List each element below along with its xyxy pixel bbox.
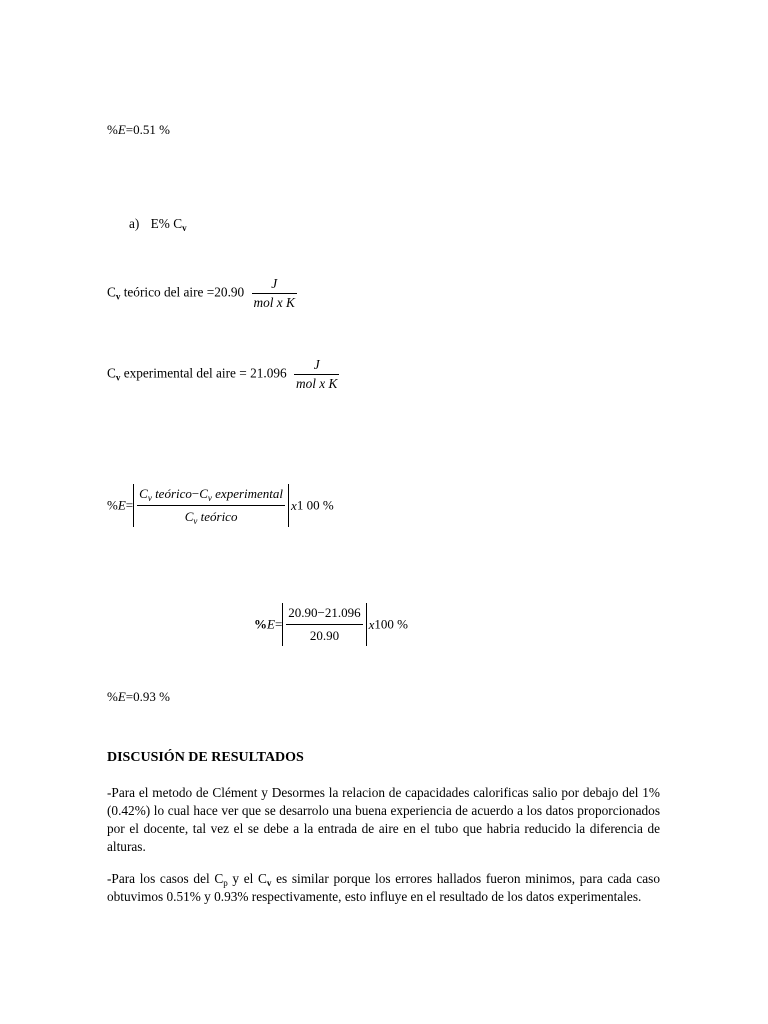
multiply-x: x bbox=[368, 616, 375, 632]
percent-sign: % bbox=[107, 122, 118, 137]
cv-symbol: C bbox=[184, 509, 194, 524]
paragraph-2-text-b: y el C bbox=[227, 871, 267, 886]
substitution-factor: 100 % bbox=[374, 616, 409, 632]
result-cp-value: 0.51 % bbox=[133, 122, 170, 137]
substitution-denominator: 20.90 bbox=[309, 628, 340, 643]
formula-denominator bbox=[137, 506, 285, 525]
unit-denominator: mol x K bbox=[253, 295, 295, 310]
percent-sign: % bbox=[107, 689, 118, 704]
substitution-numerator: 20.90−21.096 bbox=[286, 605, 362, 625]
cv-label: C bbox=[107, 284, 116, 300]
cv-theoretical-unit bbox=[252, 276, 297, 311]
word-teorico: teórico bbox=[197, 509, 238, 524]
cv-subscript: v bbox=[147, 493, 152, 503]
word-experimental: experimental bbox=[211, 486, 284, 501]
equals-sign: = bbox=[125, 689, 134, 704]
absolute-value bbox=[282, 603, 366, 646]
substitution-fraction bbox=[286, 605, 362, 644]
unit-denominator: mol x K bbox=[295, 376, 338, 391]
section-a-heading bbox=[129, 216, 187, 232]
equals-sign: = bbox=[125, 497, 134, 513]
percent-sign: % bbox=[107, 497, 118, 513]
discussion-paragraph-2 bbox=[107, 870, 660, 906]
result-cp-percent-error bbox=[107, 122, 170, 138]
cv-theoretical-text: teórico del aire = bbox=[120, 284, 215, 300]
cv-experimental-text: experimental del aire = bbox=[120, 365, 251, 381]
result-cv-percent-error bbox=[107, 689, 170, 705]
paragraph-2-text-a: -Para los casos del C bbox=[107, 871, 224, 886]
section-a-subscript: v bbox=[182, 223, 187, 233]
absolute-value bbox=[133, 484, 289, 527]
cv-symbol: C bbox=[139, 486, 148, 501]
error-variable: E bbox=[117, 122, 126, 137]
discussion-heading: DISCUSIÓN DE RESULTADOS bbox=[107, 750, 304, 765]
error-variable: E bbox=[267, 616, 275, 632]
cv-subscript: v bbox=[207, 493, 212, 503]
section-a-title: E% C bbox=[150, 216, 183, 231]
cv-subscript: v bbox=[115, 291, 121, 302]
cv-subscript: v bbox=[115, 372, 121, 383]
unit-numerator: J bbox=[294, 357, 339, 375]
list-marker: a) bbox=[129, 216, 140, 231]
cv-subscript: v bbox=[266, 878, 272, 888]
cv-theoretical-value: 20.90 bbox=[214, 284, 245, 300]
cp-subscript: p bbox=[223, 878, 228, 888]
cv-experimental-value: 21.096 bbox=[250, 365, 287, 381]
paragraph-2-text-c: es similar porque los errores hallados fueron minimos, para cada caso obtuvimos 0.51% y 0.93% respectivamente, esto influye en el resultado de los datos experimentales. bbox=[107, 871, 660, 904]
cv-symbol: C bbox=[199, 486, 208, 501]
equals-sign: = bbox=[274, 616, 283, 632]
percent-sign: % bbox=[254, 616, 267, 632]
cv-theoretical-line bbox=[107, 276, 297, 311]
equals-sign: = bbox=[125, 122, 134, 137]
formula-numerator bbox=[137, 486, 285, 506]
cv-subscript: v bbox=[193, 516, 198, 526]
multiply-x: x bbox=[291, 497, 297, 513]
formula-factor: 1 00 % bbox=[296, 497, 334, 513]
cv-experimental-unit bbox=[294, 357, 339, 392]
discussion-paragraph-1: -Para el metodo de Clément y Desormes la relacion de capacidades calorificas salio por debajo del 1% (0.42%) lo cual hace ver que se desarrolo una buena experiencia de acuerdo a los datos proporcionados por el docente, tal vez el se debe a la entrada de aire en el tubo que habria reducido la diferencia de alturas. bbox=[107, 785, 660, 854]
error-substitution bbox=[254, 603, 408, 646]
formula-fraction bbox=[137, 486, 285, 525]
unit-numerator: J bbox=[252, 276, 297, 294]
error-variable: E bbox=[117, 497, 126, 513]
cv-label: C bbox=[107, 365, 116, 381]
word-teorico: teórico bbox=[151, 486, 192, 501]
error-variable: E bbox=[117, 689, 126, 704]
error-formula bbox=[107, 484, 334, 527]
minus-sign: − bbox=[191, 486, 200, 501]
cv-experimental-line bbox=[107, 357, 339, 392]
result-cv-value: 0.93 % bbox=[133, 689, 170, 704]
